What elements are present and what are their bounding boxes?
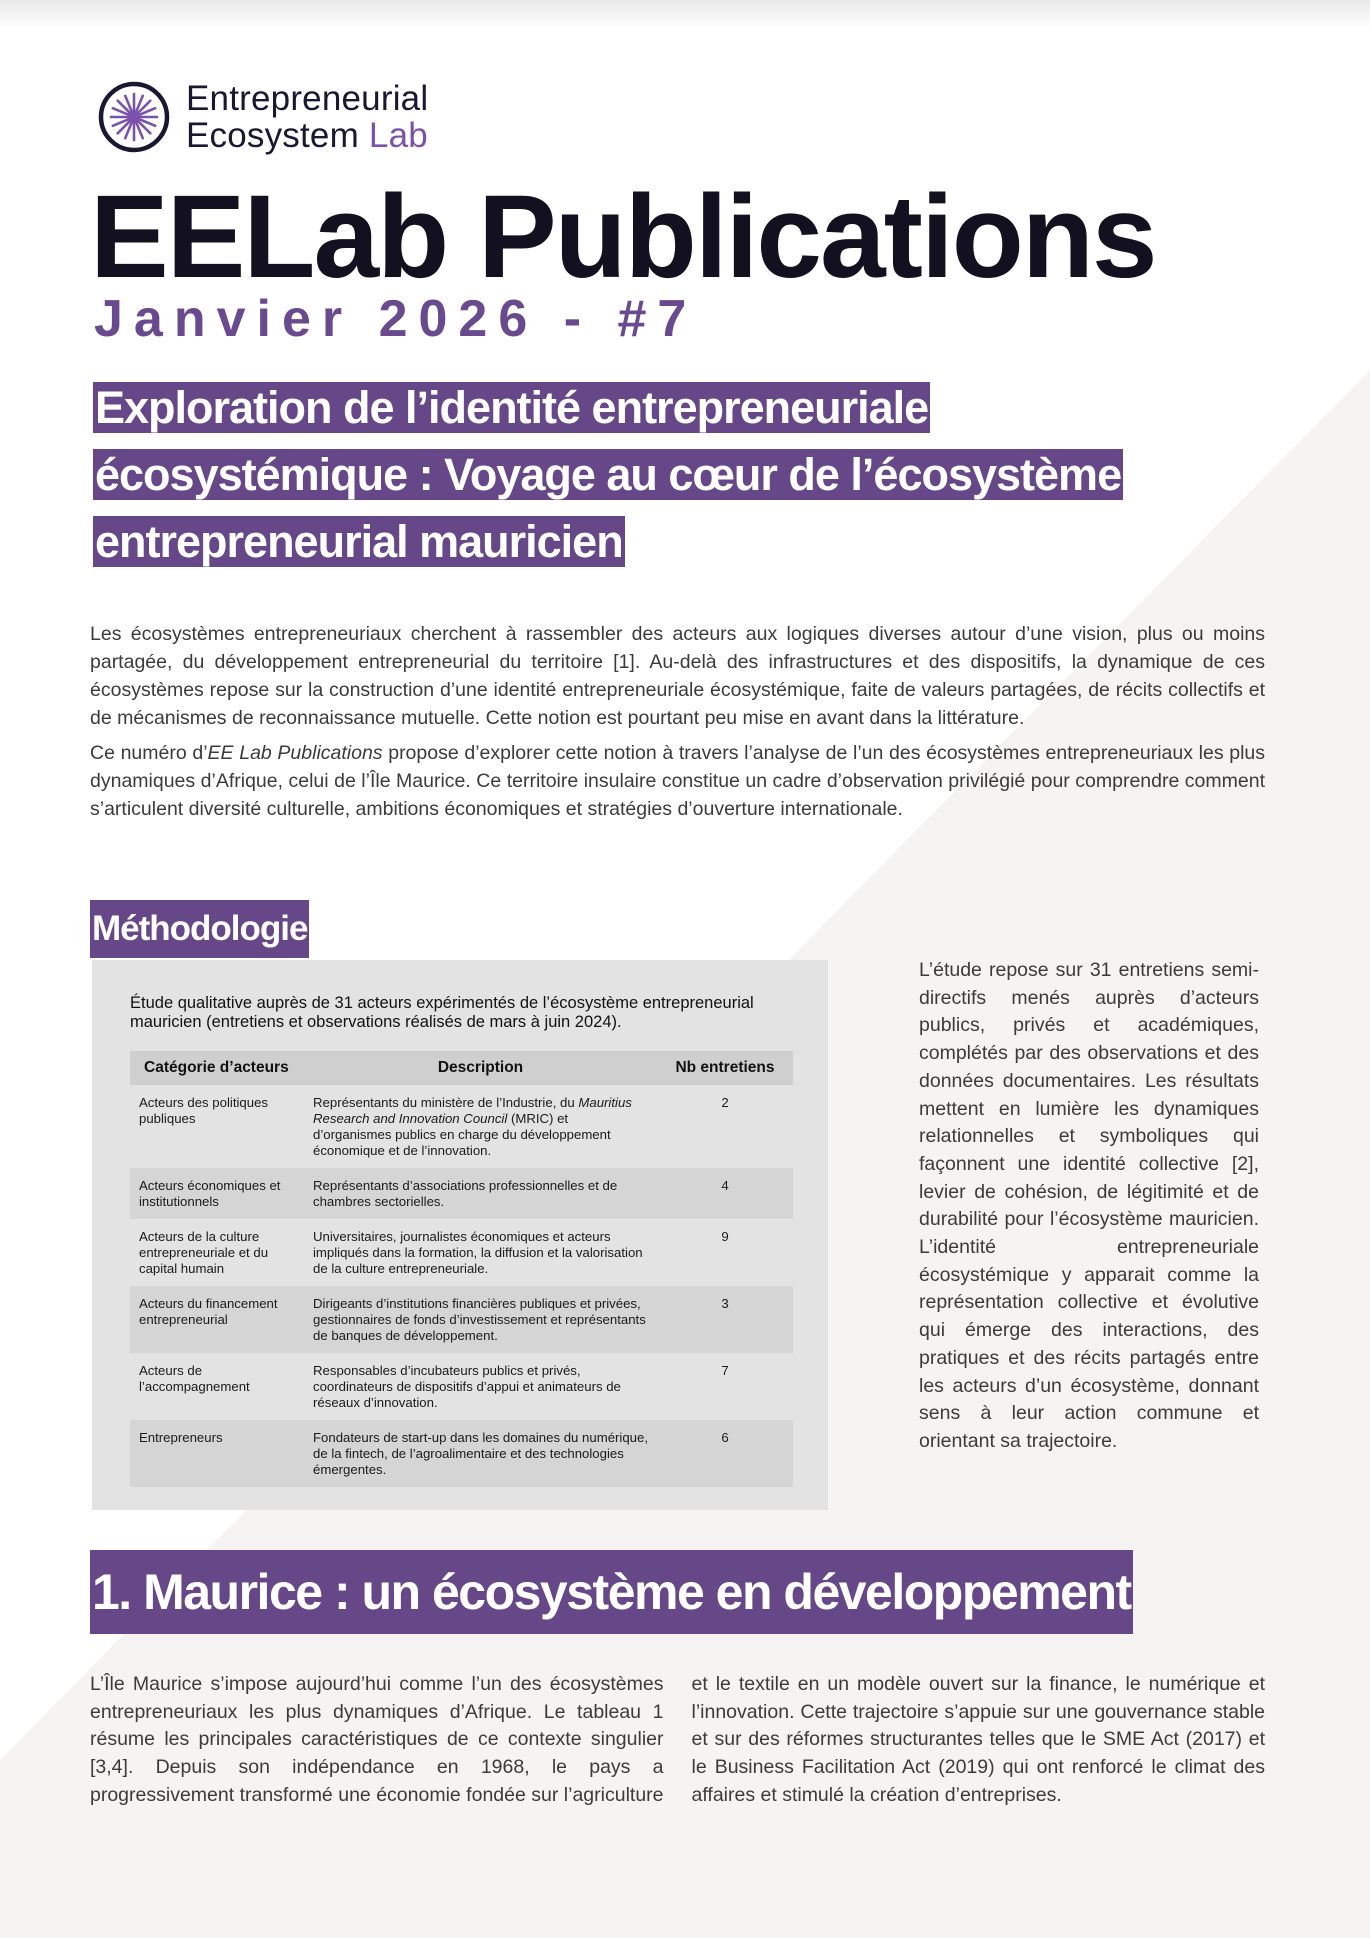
logo-line2-b: Lab — [368, 116, 428, 155]
header-count: Nb entretiens — [657, 1051, 793, 1085]
section-1-text: L’Île Maurice s’impose aujourd’hui comme l’un des écosystèmes entrepreneuriaux les plus dynamiques d’Afrique. Le tableau 1 résume les principales caractéristiques de ce contexte singulier [3,4]. Depuis son indépendance en 1968, le pays a progressivement transformé une économie fondée sur l’agriculture et le textile en un modèle ouvert sur la finance, le numérique et l’innovation. Cette trajectoire s’appuie sur une gouvernance stable et sur des réformes structurantes telles que le SME Act (2017) et le Business Facilitation Act (2019) qui ont renforcé le climat des affaires et stimulé la création d’entreprises. — [90, 1673, 1265, 1806]
intro-p2-publication: EE Lab Publications — [207, 742, 383, 764]
row-description: Responsables d’incubateurs publics et privés, coordinateurs de dispositifs d’appui et animateurs de réseaux d’innovation. — [313, 1363, 621, 1410]
row-category: Acteurs de l’accompagnement — [139, 1363, 250, 1394]
logo-sunburst-icon — [98, 81, 170, 153]
header-category: Catégorie d’acteurs — [130, 1051, 304, 1085]
section-1-body — [90, 1671, 1265, 1811]
logo — [98, 80, 428, 154]
table-header-row — [130, 1051, 793, 1085]
article-title-line-3: entrepreneurial mauricien — [95, 516, 623, 567]
row-description: Fondateurs de start-up dans les domaines du numérique, de la fintech, de l’agroalimentaire et des technologies émergentes. — [304, 1420, 657, 1487]
article-title-line-2: écosystémique : Voyage au cœur de l’écosystème — [95, 449, 1122, 500]
intro-paragraph-2 — [90, 739, 1265, 823]
logo-line1: Entrepreneurial — [186, 79, 429, 118]
logo-text — [186, 80, 428, 154]
row-count: 7 — [721, 1363, 729, 1378]
intro-p2-a: Ce numéro d’ — [90, 742, 208, 764]
desc-em: Mauritius Research and Innovation Council — [313, 1095, 632, 1126]
table-row — [130, 1420, 793, 1487]
row-description: Représentants d’associations professionnelles et de chambres sectorielles. — [304, 1168, 657, 1219]
publication-title: EELab Publications — [90, 171, 1156, 303]
methodology-table-panel — [92, 960, 828, 1510]
methodology-side-text: L’étude repose sur 31 entretiens semi-directifs menés auprès d’acteurs publics, privés et académiques, complétés par des observations et des données documentaires. Les résultats mettent en lumière les dynamiques relationnelles et symboliques qui façonnent une identité collective [2], levier de cohésion, de légitimité et de durabilité pour l’écosystème mauricien. L’identité entrepreneuriale écosystémique y apparait comme la représentation collective et évolutive qui émerge des interactions, des pratiques et des récits partagés entre les acteurs d’un écosystème, donnant sens à leur action commune et orientant sa trajectoire. — [919, 959, 1259, 1452]
row-count: 3 — [657, 1286, 793, 1353]
table-row — [130, 1219, 793, 1286]
row-count: 9 — [721, 1229, 729, 1244]
row-description — [304, 1085, 657, 1168]
row-category: Acteurs de la culture entrepreneuriale et du capital humain — [139, 1229, 269, 1276]
row-description: Dirigeants d’institutions financières publiques et privées, gestionnaires de fonds d’investissement et représentants de banques de développement. — [304, 1286, 657, 1353]
header-description: Description — [304, 1051, 657, 1085]
desc-a: Représentants du ministère de l’Industrie, du — [313, 1095, 579, 1110]
methodology-heading: Méthodologie — [90, 900, 309, 958]
table-row — [130, 1353, 793, 1420]
logo-line2 — [186, 117, 428, 154]
section-1-heading: 1. Maurice : un écosystème en développement — [90, 1550, 1133, 1634]
article-title-line-1: Exploration de l’identité entrepreneuriale — [95, 382, 929, 433]
row-category: Acteurs des politiques publiques — [139, 1095, 269, 1126]
row-count: 4 — [657, 1168, 793, 1219]
table-row — [130, 1286, 793, 1353]
table-caption: Étude qualitative auprès de 31 acteurs expérimentés de l’écosystème entrepreneurial mauricien (entretiens et observations réalisés de mars à juin 2024). — [130, 994, 754, 1031]
intro-p2-b: propose d’explorer cette notion à travers l’analyse de l’un des écosystèmes entrepreneuriaux les plus dynamiques d’Afrique, celui de l’Île Maurice. Ce territoire insulaire constitue un cadre d’observation privilégié pour comprendre comment s’articulent diversité culturelle, ambitions économiques et stratégies d’ouverture internationale. — [90, 742, 1265, 820]
intro — [90, 620, 1265, 830]
row-description: Universitaires, journalistes économiques et acteurs impliqués dans la formation, la diffusion et la valorisation de la culture entrepreneuriale. — [313, 1229, 643, 1276]
row-count: 6 — [657, 1420, 793, 1487]
interviews-table — [130, 1051, 793, 1487]
article-title — [93, 374, 1213, 575]
table-row — [130, 1085, 793, 1168]
issue-date: Janvier 2026 - #7 — [94, 290, 698, 348]
row-category: Acteurs économiques et institutionnels — [130, 1168, 304, 1219]
intro-paragraph-1: Les écosystèmes entrepreneuriaux cherchent à rassembler des acteurs aux logiques diverses autour d’une vision, plus ou moins partagée, du développement entrepreneurial du territoire [1]. Au-delà des infrastructures et des dispositifs, la dynamique de ces écosystèmes repose sur la construction d’une identité entrepreneuriale écosystémique, faite de valeurs partagées, de récits collectifs et de mécanismes de reconnaissance mutuelle. Cette notion est pourtant peu mise en avant dans la littérature. — [90, 623, 1265, 729]
row-category: Entrepreneurs — [130, 1420, 304, 1487]
logo-line2-a: Ecosystem — [186, 116, 359, 155]
row-count: 2 — [721, 1095, 729, 1110]
desc-b: (MRIC) et d’organismes publics en charge du développement économique et de l’innovation. — [313, 1111, 611, 1158]
table-row — [130, 1168, 793, 1219]
row-category: Acteurs du financement entrepreneurial — [130, 1286, 304, 1353]
